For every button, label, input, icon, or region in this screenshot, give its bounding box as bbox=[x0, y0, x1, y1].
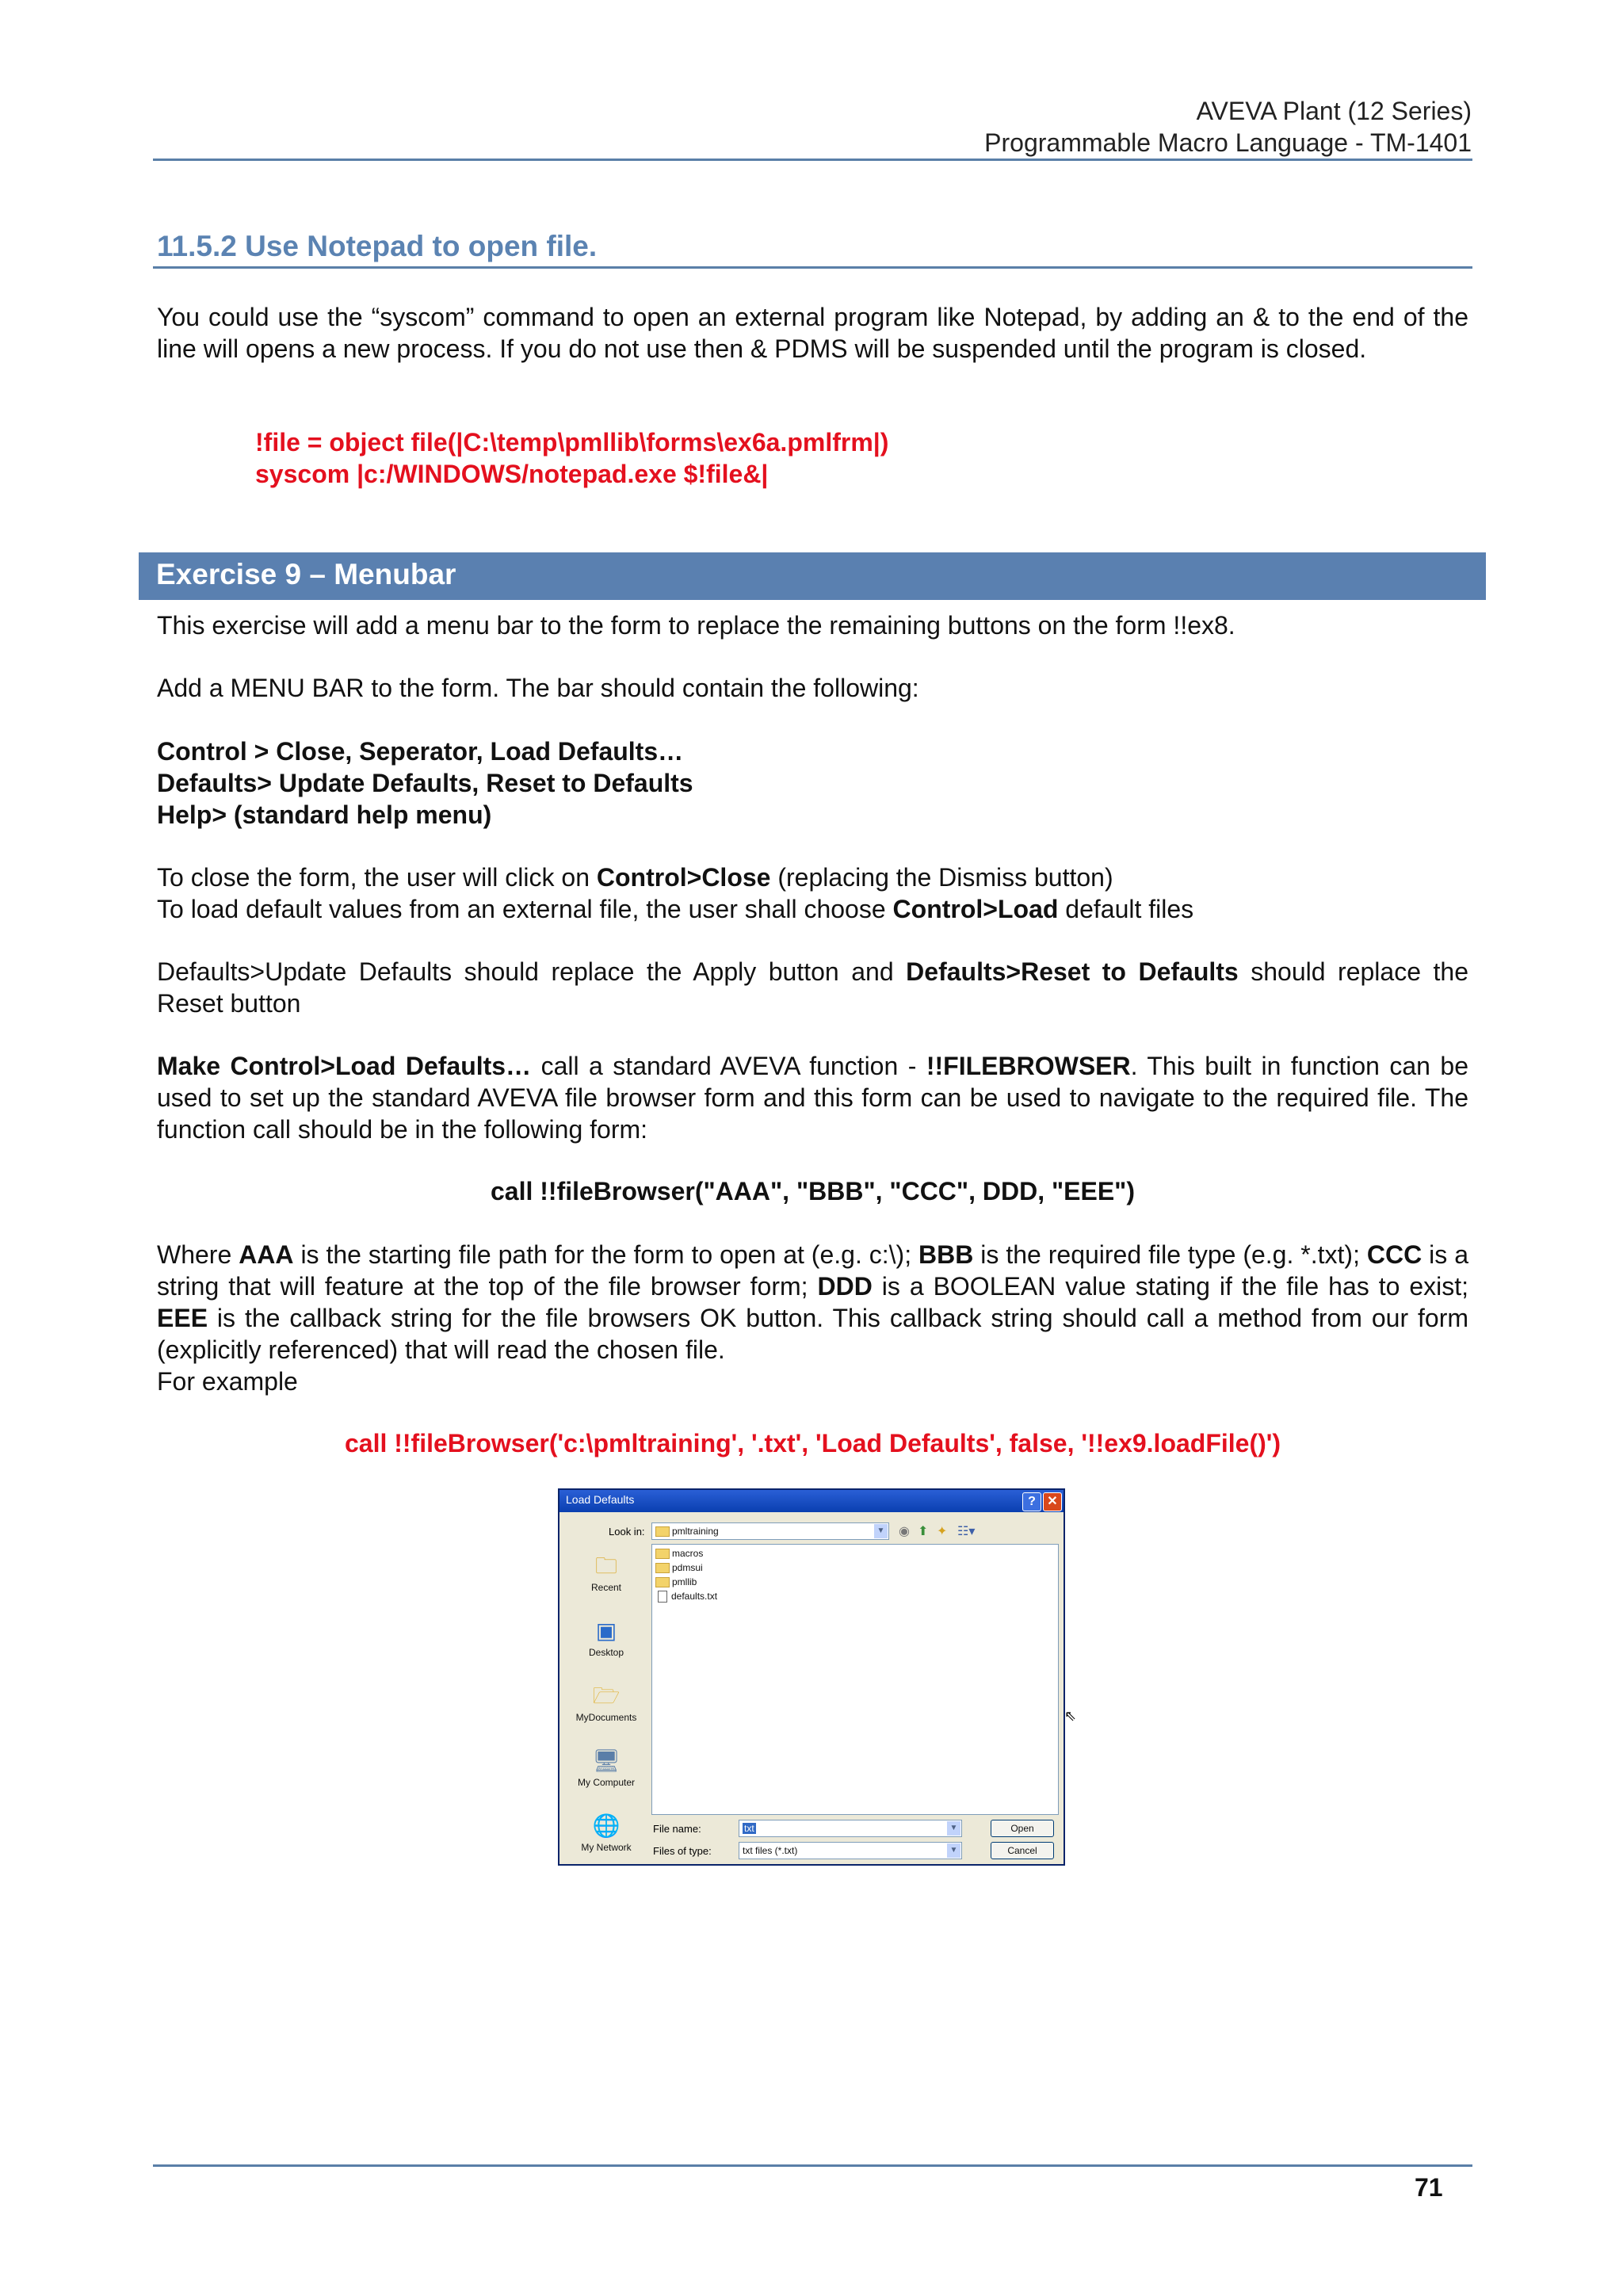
file-name-label: File name: bbox=[653, 1823, 701, 1835]
chevron-down-icon: ▼ bbox=[947, 1821, 960, 1836]
folder-icon bbox=[655, 1549, 670, 1559]
file-type-select[interactable]: txt files (*.txt) ▼ bbox=[739, 1842, 962, 1859]
exercise-menubar-note: Add a MENU BAR to the form. The bar should contain the following: bbox=[157, 674, 919, 702]
exercise-title: Exercise 9 – Menubar bbox=[156, 558, 456, 590]
close-icon[interactable]: ✕ bbox=[1043, 1492, 1062, 1511]
views-menu-icon[interactable]: ☷▾ bbox=[957, 1525, 976, 1538]
list-item[interactable]: pdmsui bbox=[655, 1561, 703, 1575]
footer-rule bbox=[153, 2164, 1472, 2167]
header-rule bbox=[153, 159, 1472, 161]
file-list[interactable] bbox=[651, 1544, 1077, 1815]
section-paragraph: You could use the “syscom” command to open an external program like Notepad, by adding an & to the end of the line will opens a new process. If you do not use then & PDMS will be suspended until the program is closed. bbox=[157, 303, 1468, 363]
new-folder-icon[interactable]: ✦ bbox=[937, 1525, 948, 1538]
chevron-down-icon: ▼ bbox=[947, 1843, 960, 1858]
parameter-description: Where AAA is the starting file path for the form to open at (e.g. c:\); BBB is the required file type (e.g. *.txt); CCC is a string that will feature at the top of the file browser form; DDD is a BOOLEAN value stating if the file has to exist; EEE is the callback string for the file browsers OK button. This callback string should call a method from our form (explicitly referenced) that will read the chosen file. bbox=[157, 1240, 1469, 1364]
text-file-icon bbox=[658, 1591, 667, 1603]
list-item[interactable]: defaults.txt bbox=[655, 1589, 717, 1603]
defaults-instruction: Defaults>Update Defaults should replace the Apply button and Defaults>Reset to Defaults should replace the Reset button bbox=[157, 957, 1469, 1018]
dialog-title-bar bbox=[559, 1490, 1064, 1512]
load-instruction: To load default values from an external file, the user shall choose Control>Load default files bbox=[157, 895, 1194, 923]
my-documents-icon: 🗁 bbox=[592, 1683, 621, 1708]
place-my-network[interactable]: 🌐 My Network bbox=[564, 1813, 648, 1853]
menu-spec-control: Control > Close, Seperator, Load Defaults… bbox=[157, 737, 684, 766]
close-instruction: To close the form, the user will click on Control>Close (replacing the Dismiss button) bbox=[157, 863, 1113, 892]
look-in-select[interactable]: pmltraining ▼ bbox=[651, 1522, 889, 1540]
header-title: AVEVA Plant (12 Series) bbox=[1196, 97, 1472, 125]
my-network-icon: 🌐 bbox=[592, 1813, 621, 1838]
up-folder-icon[interactable]: ⬆ bbox=[918, 1525, 929, 1538]
place-my-documents[interactable]: 🗁 MyDocuments bbox=[564, 1683, 648, 1723]
place-recent[interactable]: 🗀 Recent bbox=[564, 1553, 648, 1593]
load-defaults-dialog bbox=[558, 1488, 1077, 1866]
open-button[interactable]: Open bbox=[991, 1820, 1054, 1837]
help-icon[interactable]: ? bbox=[1022, 1492, 1041, 1511]
section-rule bbox=[153, 266, 1472, 269]
mouse-cursor-icon: ⇖ bbox=[1064, 1708, 1077, 1724]
folder-icon bbox=[655, 1563, 670, 1573]
file-name-input[interactable]: txt ▼ bbox=[739, 1820, 962, 1837]
exercise-intro: This exercise will add a menu bar to the form to replace the remaining buttons on the form !!ex8. bbox=[157, 611, 1235, 640]
example-call: call !!fileBrowser('c:\pmltraining', '.txt', 'Load Defaults', false, '!!ex9.loadFile()') bbox=[344, 1429, 1281, 1457]
header-subtitle: Programmable Macro Language - TM-1401 bbox=[984, 128, 1472, 157]
file-type-label: Files of type: bbox=[653, 1845, 712, 1857]
dialog-title: Load Defaults bbox=[566, 1493, 635, 1506]
look-in-label: Look in: bbox=[609, 1526, 645, 1538]
page-header bbox=[984, 95, 1472, 159]
place-desktop[interactable]: ▣ Desktop bbox=[564, 1618, 648, 1658]
list-item[interactable]: pmllib bbox=[655, 1575, 697, 1589]
cancel-button[interactable]: Cancel bbox=[991, 1842, 1054, 1859]
call-syntax: call !!fileBrowser("AAA", "BBB", "CCC", DDD, "EEE") bbox=[490, 1177, 1135, 1205]
menu-spec-defaults: Defaults> Update Defaults, Reset to Defaults bbox=[157, 769, 693, 797]
code-line-2: syscom |c:/WINDOWS/notepad.exe $!file&| bbox=[255, 460, 769, 488]
place-my-computer[interactable]: 🖥 My Computer bbox=[564, 1748, 648, 1788]
section-title: 11.5.2 Use Notepad to open file. bbox=[157, 230, 598, 262]
chevron-down-icon: ▼ bbox=[874, 1524, 888, 1538]
my-computer-icon: 🖥 bbox=[592, 1748, 621, 1773]
places-bar bbox=[564, 1545, 648, 1862]
back-icon[interactable]: ◉ bbox=[899, 1525, 910, 1538]
exercise-bar bbox=[139, 552, 1486, 600]
menu-spec-help: Help> (standard help menu) bbox=[157, 800, 492, 829]
filebrowser-instruction: Make Control>Load Defaults… call a standard AVEVA function - !!FILEBROWSER. This built in function can be used to set up the standard AVEVA file browser form and this form can be used to navigate to the required file. The function call should be in the following form: bbox=[157, 1052, 1469, 1144]
code-line-1: !file = object file(|C:\temp\pmllib\forms\ex6a.pmlfrm|) bbox=[255, 428, 889, 457]
folder-icon bbox=[655, 1526, 670, 1537]
folder-icon bbox=[655, 1577, 670, 1587]
page-number: 71 bbox=[1415, 2173, 1443, 2202]
recent-icon: 🗀 bbox=[594, 1553, 617, 1578]
desktop-icon: ▣ bbox=[595, 1618, 617, 1643]
for-example-label: For example bbox=[157, 1367, 298, 1396]
list-item[interactable]: macros bbox=[655, 1546, 703, 1561]
